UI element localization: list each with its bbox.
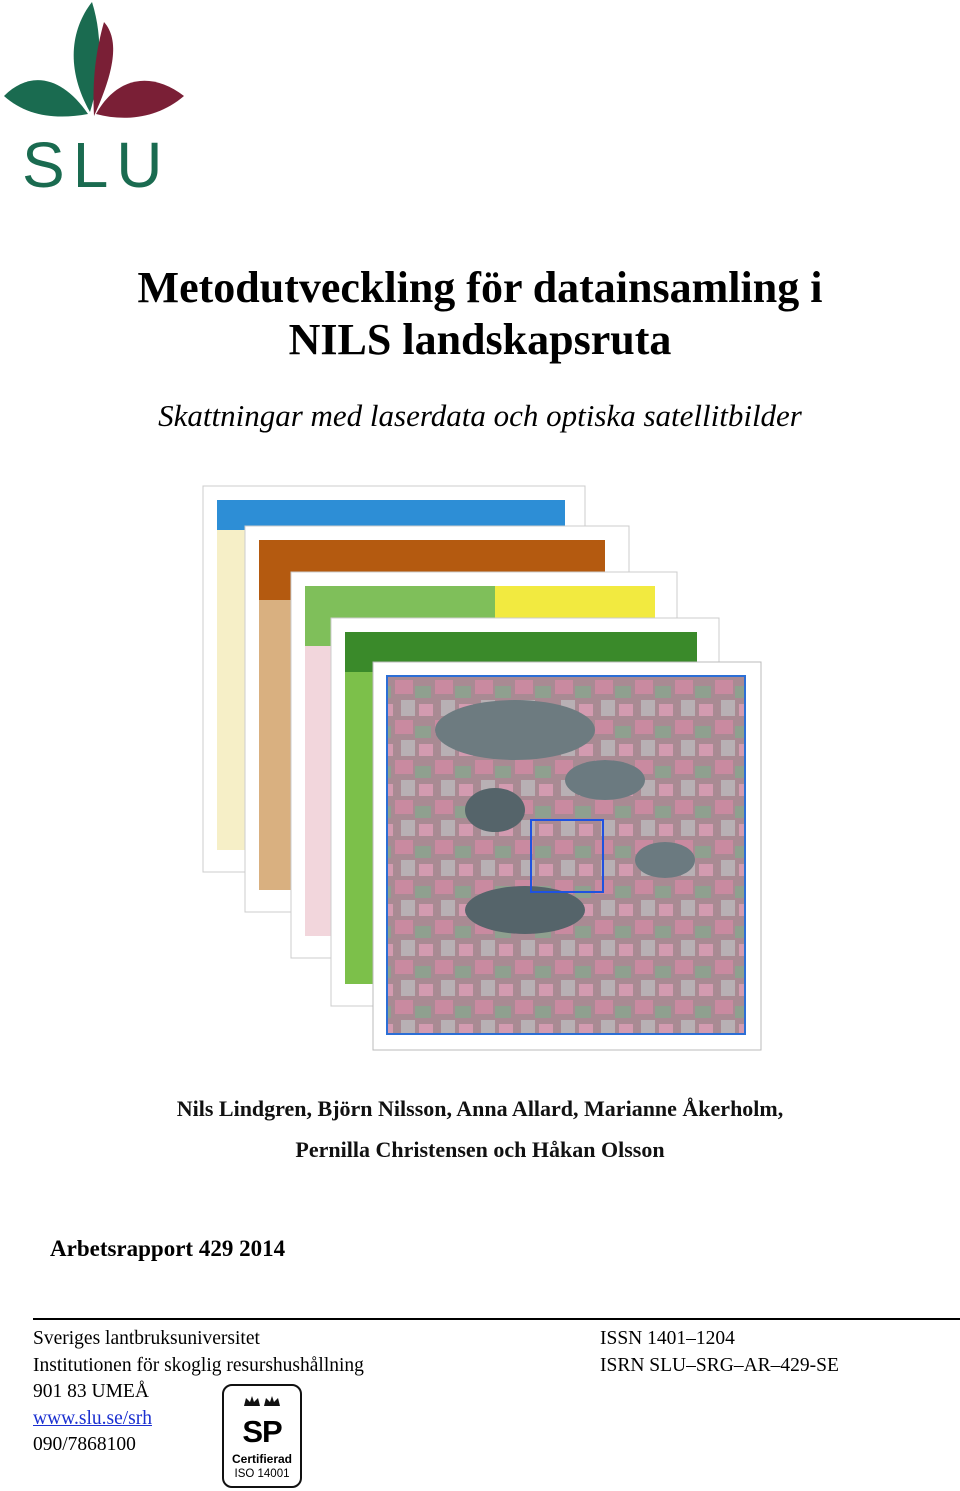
cover-map-stack-image <box>195 480 775 1055</box>
issn: ISSN 1401–1204 <box>600 1328 735 1349</box>
report-number: Arbetsrapport 429 2014 <box>50 1236 286 1261</box>
slu-leaf-icon <box>0 0 190 130</box>
certification-brand: SP <box>242 1414 282 1449</box>
department-name: Institutionen för skoglig resurshushållning <box>33 1354 364 1376</box>
postal-address: 901 83 UMEÅ <box>33 1381 149 1402</box>
certification-label: Certifierad <box>231 1452 293 1466</box>
certification-standard: ISO 14001 <box>234 1468 290 1480</box>
website-link[interactable]: www.slu.se/srh <box>33 1407 152 1429</box>
footer-identifiers <box>600 1326 839 1379</box>
title-line-2: NILS landskapsruta <box>288 315 672 364</box>
author-list <box>0 1088 960 1170</box>
phone-number: 090/7868100 <box>33 1434 136 1455</box>
crowns-icon <box>242 1392 282 1410</box>
slu-logo-text: SLU <box>22 129 171 201</box>
footer-address-block <box>33 1326 364 1459</box>
report-title <box>0 262 960 366</box>
title-line-1: Metodutveckling för datainsamling i <box>137 263 823 312</box>
authors-line-2: Pernilla Christensen och Håkan Olsson <box>295 1137 665 1162</box>
report-subtitle: Skattningar med laserdata och optiska satellitbilder <box>158 398 802 433</box>
university-name: Sveriges lantbruksuniversitet <box>33 1328 260 1349</box>
footer-divider <box>33 1318 960 1320</box>
isrn: ISRN SLU–SRG–AR–429-SE <box>600 1354 839 1376</box>
authors-line-1: Nils Lindgren, Björn Nilsson, Anna Allard, Marianne Åkerholm, <box>176 1096 784 1121</box>
certification-badge <box>222 1384 302 1488</box>
